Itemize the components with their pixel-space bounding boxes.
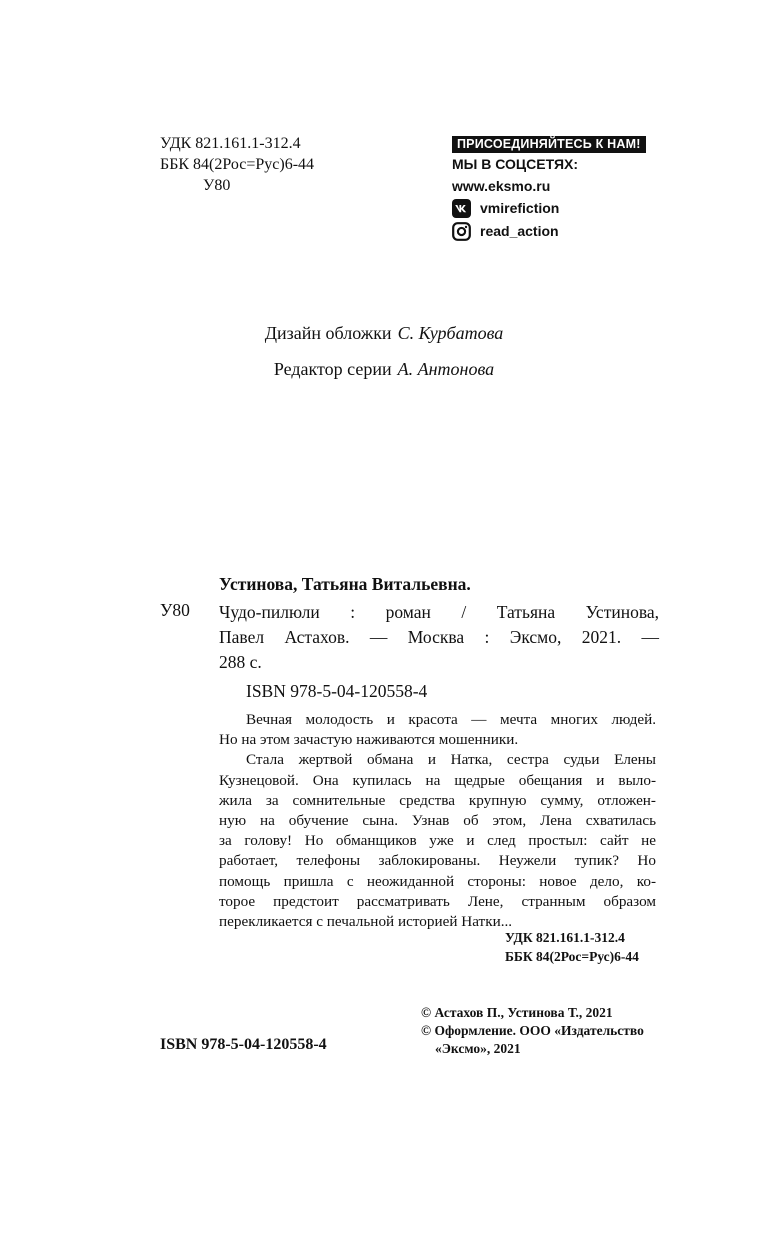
series-editor-label: Редактор серии <box>273 359 392 379</box>
udk-code-bottom: УДК 821.161.1-312.4 <box>505 930 625 945</box>
bib-line: Чудо-пилюли : роман / Татьяна Устинова, <box>219 602 659 622</box>
bib-isbn: ISBN 978-5-04-120558-4 <box>246 681 428 701</box>
social-block <box>452 135 646 243</box>
annotation-line: Вечная молодость и красота — мечта многих людей. <box>246 711 656 728</box>
udk-block <box>160 133 314 196</box>
annotation-line: Кузнецовой. Она купилась на щедрые обещания и выло- <box>219 771 656 789</box>
bib-cipher: У80 <box>160 600 190 620</box>
copyright-authors: © Астахов П., Устинова Т., 2021 <box>421 1005 613 1020</box>
annotation-line: работает, телефоны заблокированы. Неужели тупик? Но <box>219 852 656 870</box>
udk-block-bottom <box>505 928 639 966</box>
annotation-line: перекликается с печальной историей Натки... <box>219 913 513 931</box>
bib-line: 288 с. <box>219 652 262 672</box>
instagram-link[interactable] <box>452 220 646 243</box>
author-cipher: У80 <box>203 177 231 194</box>
copyright-publisher: «Эксмо», 2021 <box>435 1041 521 1056</box>
udk-code: УДК 821.161.1-312.4 <box>160 135 301 152</box>
social-heading: МЫ В СОЦСЕТЯХ: <box>452 156 579 172</box>
cover-design-label: Дизайн обложки <box>264 323 392 343</box>
annotation-line: жила за сомнительные средства крупную сумму, отложен- <box>219 791 656 809</box>
series-editor-credit <box>0 359 768 380</box>
bbk-code: ББК 84(2Рос=Рус)6-44 <box>160 156 315 173</box>
instagram-handle: read_action <box>480 223 559 239</box>
bib-description <box>219 600 659 675</box>
copyright-design: © Оформление. ООО «Издательство <box>421 1023 644 1038</box>
cover-designer-name: С. Курбатова <box>397 323 504 343</box>
bib-line: Павел Астахов. — Москва : Эксмо, 2021. — <box>219 627 659 647</box>
vk-handle: vmirefiction <box>480 200 560 216</box>
annotation-line: торое предстоит рассматривать Лене, странным образом <box>219 892 656 910</box>
annotation <box>219 710 656 932</box>
site-link[interactable]: www.eksmo.ru <box>452 178 551 194</box>
annotation-line: помощь пришла с неожиданной стороны: новое дело, ко- <box>219 872 656 890</box>
author-heading: Устинова, Татьяна Витальевна. <box>219 574 471 594</box>
series-editor-name: А. Антонова <box>397 359 495 379</box>
cover-design-credit <box>0 323 768 344</box>
vk-link[interactable] <box>452 197 646 220</box>
isbn-bottom: ISBN 978-5-04-120558-4 <box>160 1036 327 1053</box>
annotation-paragraph <box>219 710 656 750</box>
annotation-line: за голову! Но обманщиков уже и след простыл: сайт не <box>219 832 656 850</box>
annotation-paragraph <box>219 750 656 932</box>
vk-icon <box>452 199 471 218</box>
annotation-line: ную на обучение сына. Узнав об этом, Лена схватилась <box>219 812 656 830</box>
copyright-block <box>421 1004 644 1058</box>
annotation-line: Стала жертвой обмана и Натка, сестра судьи Елены <box>246 751 656 769</box>
instagram-icon <box>452 222 471 241</box>
join-us-banner: ПРИСОЕДИНЯЙТЕСЬ К НАМ! <box>452 136 646 153</box>
annotation-line: Но на этом зачастую наживаются мошенники. <box>219 731 519 749</box>
bbk-code-bottom: ББК 84(2Рос=Рус)6-44 <box>505 949 639 964</box>
